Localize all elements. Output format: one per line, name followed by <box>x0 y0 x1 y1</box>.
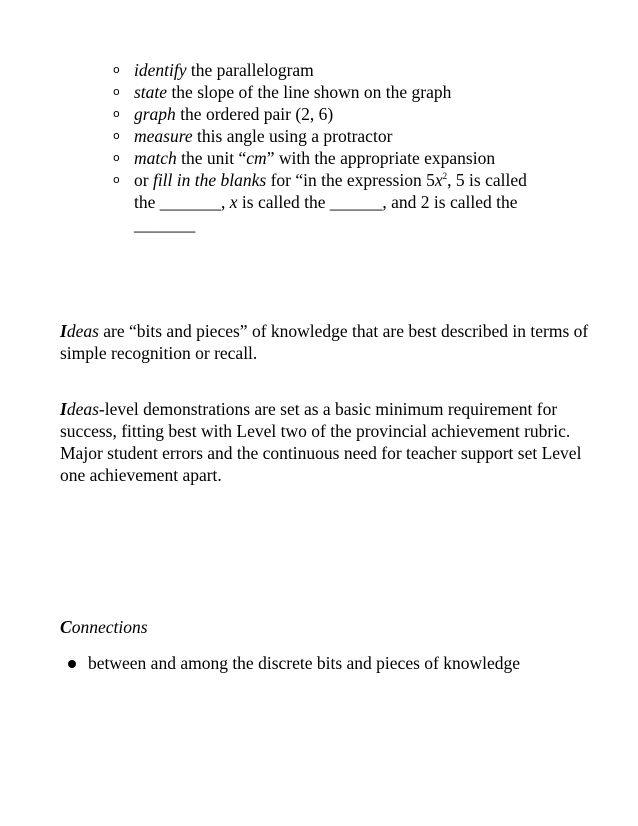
list-item <box>106 125 576 147</box>
connections-heading <box>60 616 148 638</box>
variable: x <box>229 192 238 212</box>
item-text: for “in the expression 5 <box>266 170 435 190</box>
item-text: the unit “ <box>176 148 247 168</box>
verb: fill in the blanks <box>152 170 267 190</box>
hollow-bullet-icon: o <box>113 151 120 164</box>
verb: graph <box>134 104 176 124</box>
ideas-level-paragraph <box>60 398 600 486</box>
list-item <box>64 652 604 674</box>
verb: state <box>134 82 168 102</box>
hollow-bullet-icon: o <box>113 173 120 186</box>
ideas-word: deas <box>66 321 99 341</box>
hollow-bullet-icon: o <box>113 85 120 98</box>
ideas-paragraph <box>60 320 600 364</box>
list-item <box>106 147 576 169</box>
item-text: this angle using a protractor <box>192 126 393 146</box>
item-text: ” with the appropriate expansion <box>266 148 496 168</box>
drop-cap: C <box>60 617 72 637</box>
verb: identify <box>134 60 187 80</box>
paragraph-text: -level demonstrations are set as a basic minimum requirement for success, fitting best with Level two of the provincial achievement rubric. Major student errors and the continuous need for teacher support set Level one achievement apart. <box>60 399 582 485</box>
connections-list <box>64 652 604 674</box>
hollow-bullet-icon: o <box>113 107 120 120</box>
blank-line-text: is called the ______, and 2 is called the <box>237 192 518 212</box>
item-prefix: or <box>134 170 153 190</box>
item-text: the slope of the line shown on the graph <box>167 82 452 102</box>
variable: x <box>434 170 443 190</box>
item-text: , 5 is called <box>447 170 527 190</box>
item-text: the parallelogram <box>186 60 314 80</box>
verb: measure <box>134 126 193 146</box>
blank-line-text: _______ <box>134 214 196 234</box>
list-item <box>106 59 576 81</box>
ideas-word: deas <box>66 399 99 419</box>
list-item <box>106 81 576 103</box>
unit: cm <box>246 148 267 168</box>
hollow-bullet-icon: o <box>113 129 120 142</box>
drop-cap: I <box>60 399 67 419</box>
objectives-list <box>106 59 576 235</box>
hollow-bullet-icon: o <box>113 63 120 76</box>
bullet-icon <box>68 660 76 668</box>
blank-line-text: the _______, <box>134 192 230 212</box>
heading-text: onnections <box>71 617 148 637</box>
paragraph-text: are “bits and pieces” of knowledge that are best described in terms of simple recognition or recall. <box>60 321 589 363</box>
verb: match <box>134 148 177 168</box>
drop-cap: I <box>60 321 67 341</box>
list-item <box>106 103 576 125</box>
exponent: 2 <box>442 171 448 182</box>
list-item-fill-blanks <box>106 169 576 235</box>
item-text: the ordered pair (2, 6) <box>175 104 334 124</box>
item-text: between and among the discrete bits and pieces of knowledge <box>88 653 521 673</box>
